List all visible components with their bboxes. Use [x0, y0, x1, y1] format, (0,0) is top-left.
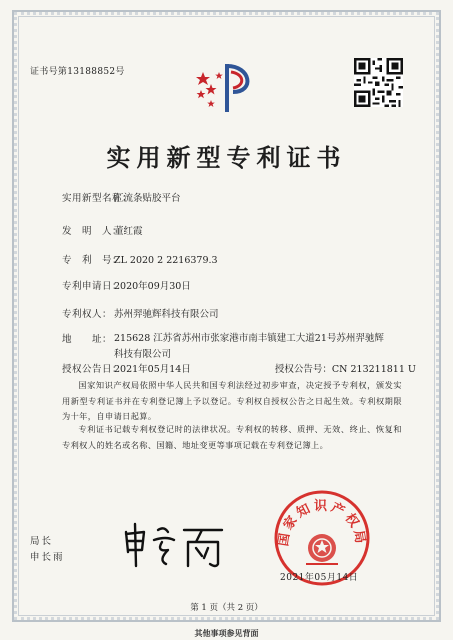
filing-date-value: 2020年09月30日 — [114, 281, 191, 292]
grant-number-value: CN 213211811 U — [331, 364, 416, 375]
footer-note: 其他事项参见背面 — [194, 628, 259, 638]
patentee-label: 专利权人： — [62, 309, 113, 320]
patent-number-label: 专 利 号： — [62, 255, 123, 266]
seal-date: 2021年05月14日 — [280, 573, 359, 583]
address-value: 215628 江苏省苏州市张家港市南丰镇建工大道21号苏州羿驰辉科技有限公司 — [114, 333, 384, 360]
field-patent-number — [62, 252, 218, 266]
grant-number-label: 授权公告号： — [274, 364, 332, 375]
grant-date-value: 2021年05月14日 — [114, 364, 191, 375]
director-title: 局长 — [30, 536, 54, 547]
cnipa-emblem-icon — [193, 58, 263, 118]
field-grant — [62, 361, 416, 375]
filing-date-label: 专利申请日： — [62, 281, 123, 292]
director-signature — [118, 520, 228, 570]
utility-model-name-value: 汇流条贴胶平台 — [114, 193, 181, 204]
field-utility-model-name — [62, 190, 181, 204]
grant-date-label: 授权公告日： — [62, 364, 123, 375]
paragraph-legal-status: 专利证书记载专利权登记时的法律状况。专利权的转移、质押、无效、终止、恢复和专利权人的姓名或名称、国籍、地址变更等事项记载在专利登记簿上。 — [62, 424, 402, 450]
svg-text:国家知识产权局: 国家知识产权局 — [276, 499, 368, 548]
utility-model-name-label: 实用新型名称： — [62, 193, 133, 204]
page-number: 第 1 页（共 2 页） — [190, 603, 263, 613]
inventor-label: 发 明 人： — [62, 226, 123, 237]
address-label: 地 址： — [62, 334, 113, 345]
field-filing-date — [62, 278, 191, 292]
paragraph-grant-notice: 国家知识产权局依照中华人民共和国专利法经过初步审查，决定授予专利权，颁发实用新型专利证书并在专利登记簿上予以登记。专利权自授权公告之日起生效。专利权期限为十年，自申请日起算。 — [62, 380, 402, 421]
certificate-number: 证书号第13188852号 — [30, 67, 125, 77]
field-address — [62, 331, 384, 363]
director-name: 申长雨 — [30, 552, 65, 563]
qr-code — [354, 58, 403, 107]
patent-number-value: ZL 2020 2 2216379.3 — [114, 255, 218, 266]
certificate-title: 实用新型专利证书 — [106, 143, 347, 172]
inventor-value: 董红霞 — [114, 226, 143, 237]
field-patentee — [62, 306, 219, 320]
field-inventor — [62, 223, 143, 237]
patentee-value: 苏州羿驰辉科技有限公司 — [114, 309, 219, 320]
